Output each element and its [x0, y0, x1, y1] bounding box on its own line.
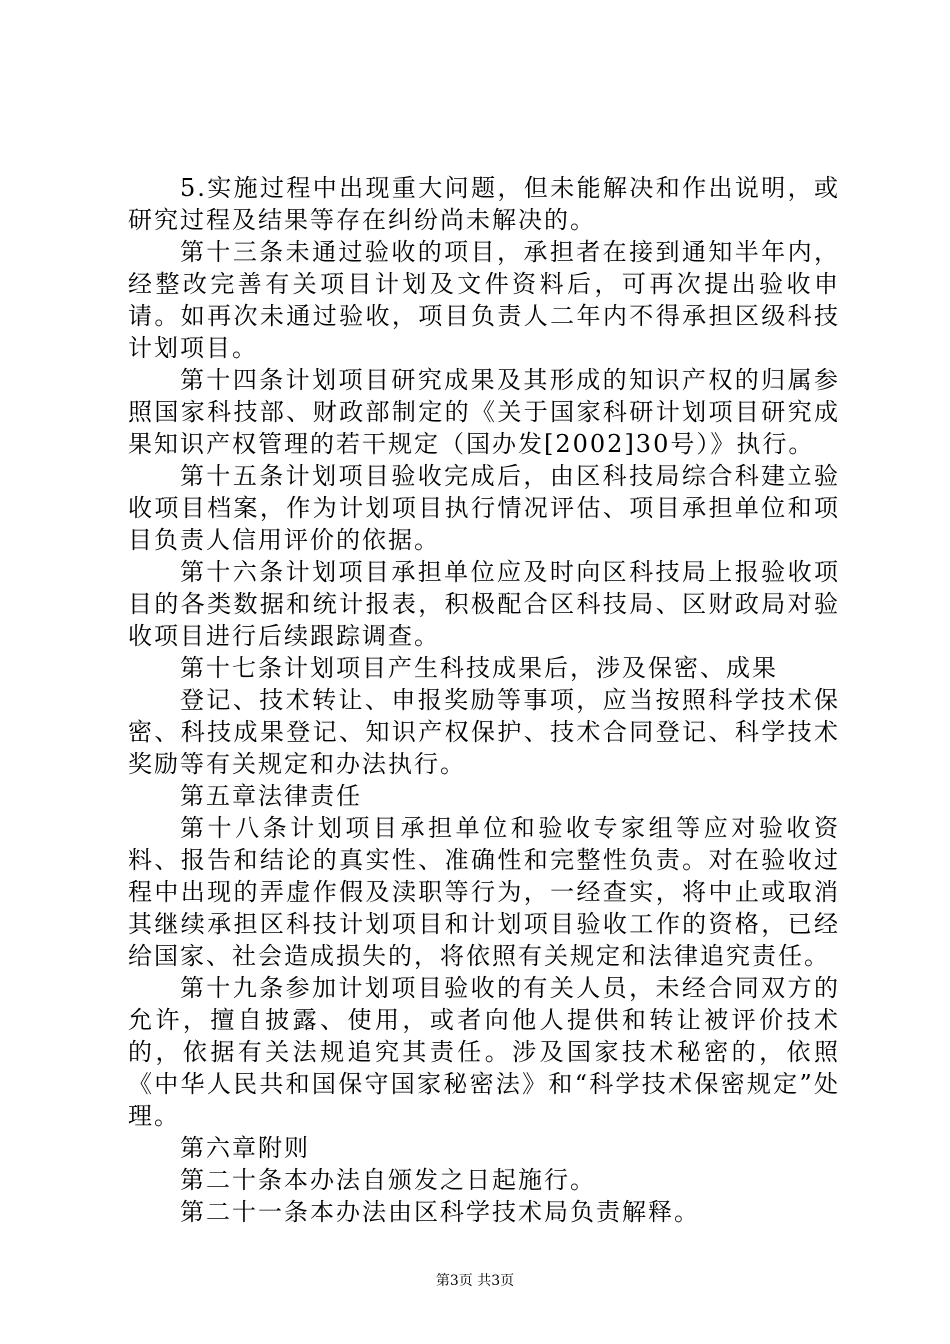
paragraph-article-17-continued: 登记、技术转让、申报奖励等事项，应当按照科学技术保密、科技成果登记、知识产权保护、技术合同登记、科学技术奖励等有关规定和办法执行。	[128, 686, 840, 778]
paragraph-article-16: 第十六条计划项目承担单位应及时向区科技局上报验收项目的各类数据和统计报表，积极配合区科技局、区财政局对验收项目进行后续跟踪调查。	[128, 558, 840, 650]
paragraph-article-20: 第二十条本办法自颁发之日起施行。	[180, 1166, 596, 1194]
paragraph-item-5: 5.实施过程中出现重大问题，但未能解决和作出说明，或研究过程及结果等存在纠纷尚未解决的。	[128, 174, 840, 234]
document-body	[128, 172, 840, 1228]
chapter-heading-6: 第六章附则	[180, 1134, 310, 1162]
paragraph-article-19: 第十九条参加计划项目验收的有关人员，未经合同双方的允许，擅自披露、使用，或者向他人提供和转让被评价技术的，依据有关法规追究其责任。涉及国家技术秘密的，依照《中华人民共和国保守国家秘密法》和“科学技术保密规定”处理。	[128, 974, 840, 1130]
paragraph-article-13: 第十三条未通过验收的项目，承担者在接到通知半年内，经整改完善有关项目计划及文件资料后，可再次提出验收申请。如再次未通过验收，项目负责人二年内不得承担区级科技计划项目。	[128, 238, 840, 362]
page-footer: 第3页 共3页	[435, 1273, 515, 1289]
paragraph-article-14: 第十四条计划项目研究成果及其形成的知识产权的归属参照国家科技部、财政部制定的《关于国家科研计划项目研究成果知识产权管理的若干规定（国办发[2002]30号）》执行。	[128, 366, 840, 458]
paragraph-article-21: 第二十一条本办法由区科学技术局负责解释。	[180, 1198, 700, 1226]
paragraph-article-15: 第十五条计划项目验收完成后，由区科技局综合科建立验收项目档案，作为计划项目执行情况评估、项目承担单位和项目负责人信用评价的依据。	[128, 462, 840, 554]
chapter-heading-5: 第五章法律责任	[180, 782, 362, 810]
paragraph-article-17-start: 第十七条计划项目产生科技成果后，涉及保密、成果	[180, 654, 778, 682]
paragraph-article-18: 第十八条计划项目承担单位和验收专家组等应对验收资料、报告和结论的真实性、准确性和完整性负责。对在验收过程中出现的弄虚作假及渎职等行为，一经查实，将中止或取消其继续承担区科技计划项目和计划项目验收工作的资格，已经给国家、社会造成损失的，将依照有关规定和法律追究责任。	[128, 814, 840, 970]
